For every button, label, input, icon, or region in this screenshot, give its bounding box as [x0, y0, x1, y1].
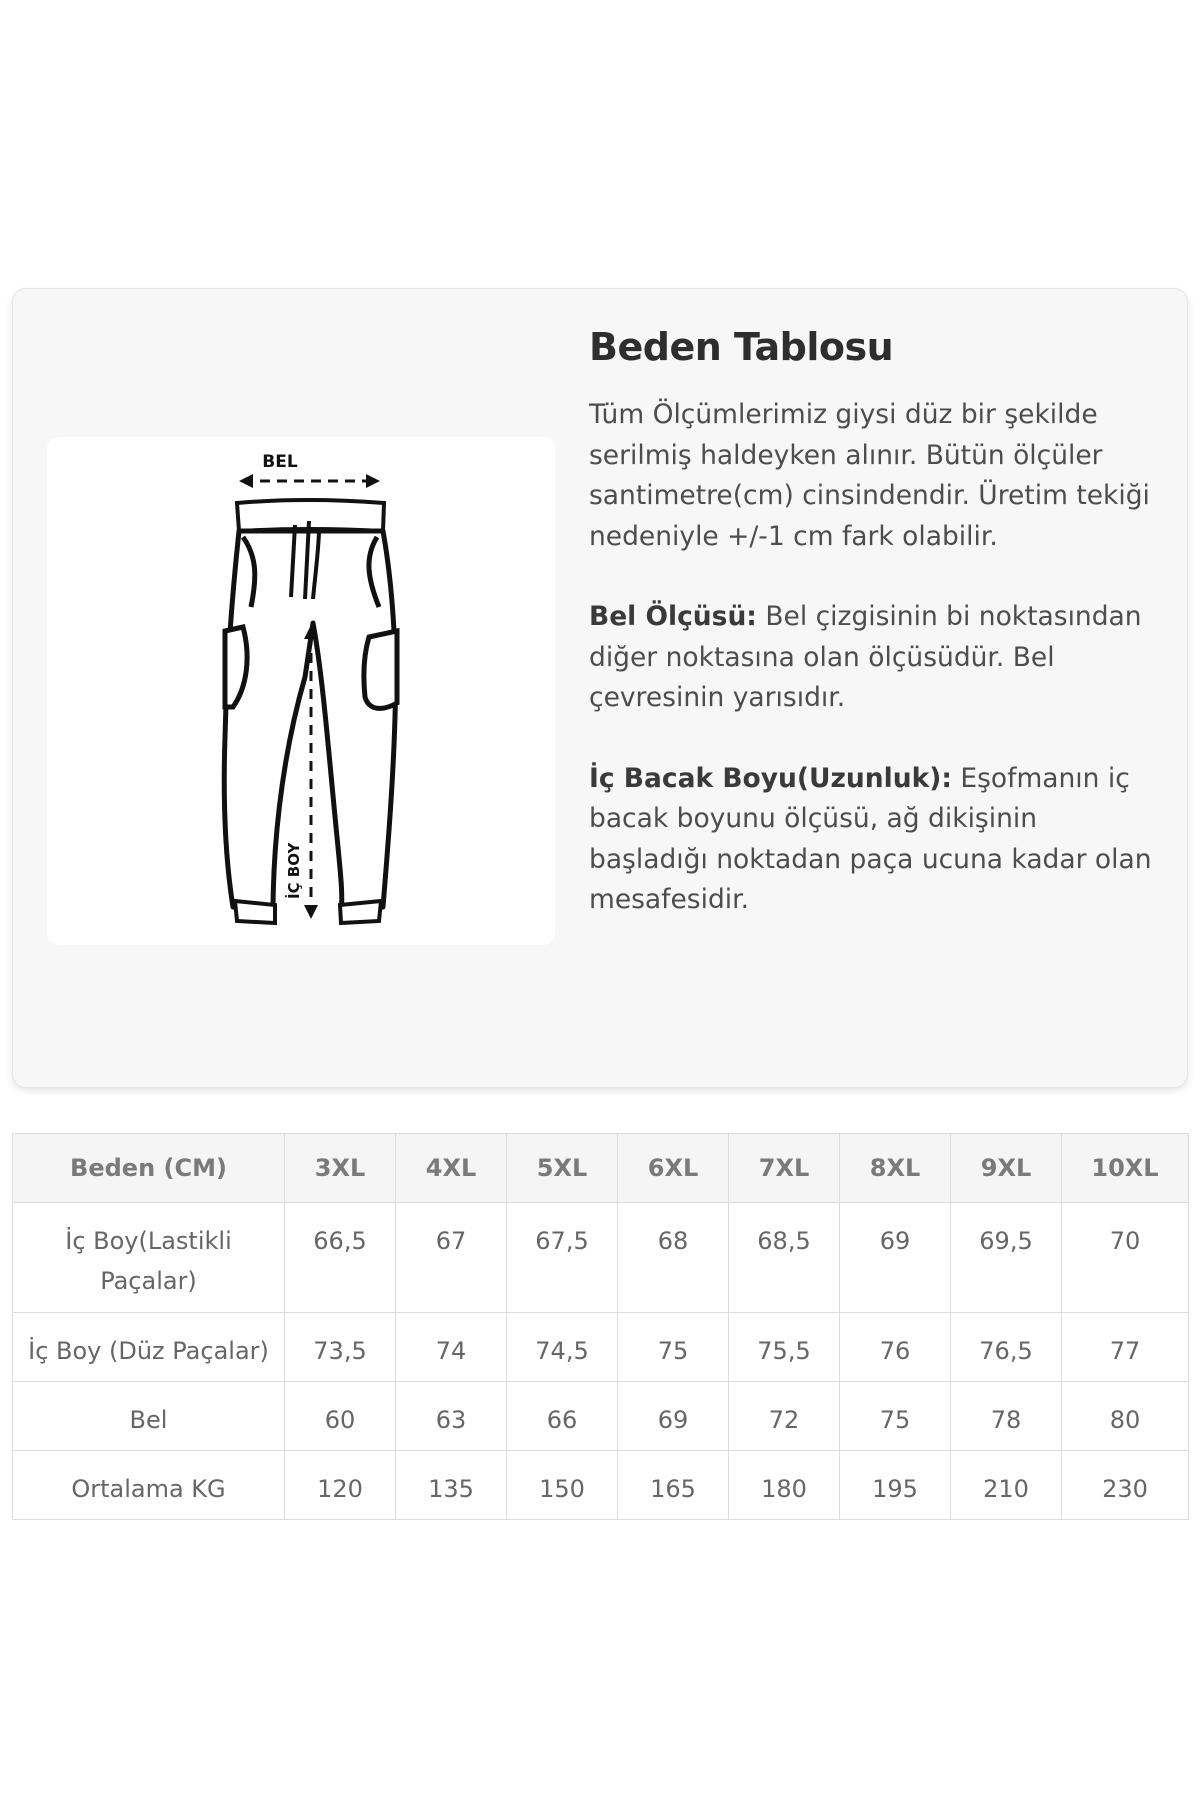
inseam-description: Eşofmanın iç bacak boyunu ölçüsü, ağ dikişinin başladığı noktadan paça ucuna kadar olan mesafesidir. [589, 762, 1152, 915]
table-cell: 120 [285, 1451, 396, 1520]
table-cell: 230 [1062, 1451, 1189, 1520]
row-label: İç Boy (Düz Paçalar) [13, 1313, 285, 1382]
table-cell: 67,5 [507, 1203, 618, 1313]
waist-paragraph [589, 597, 1159, 719]
intro-paragraph: Tüm Ölçümlerimiz giysi düz bir şekilde serilmiş haldeyken alınır. Bütün ölçüler santimetre(cm) cinsindendir. Üretim tekiği nedeniyle +/-1 cm fark olabilir. [589, 399, 1150, 552]
table-cell: 69 [840, 1203, 951, 1313]
waist-label: BEL [262, 452, 298, 472]
table-cell: 63 [396, 1382, 507, 1451]
table-cell: 69,5 [951, 1203, 1062, 1313]
table-cell: 75 [840, 1382, 951, 1451]
row-label: İç Boy(Lastikli Paçalar) [13, 1203, 285, 1313]
table-cell: 73,5 [285, 1313, 396, 1382]
table-cell: 76 [840, 1313, 951, 1382]
column-header: 8XL [840, 1134, 951, 1203]
pants-illustration [47, 437, 555, 945]
description-column [589, 325, 1159, 921]
table-cell: 77 [1062, 1313, 1189, 1382]
table-cell: 68,5 [729, 1203, 840, 1313]
column-header: Beden (CM) [13, 1134, 285, 1203]
table-cell: 74,5 [507, 1313, 618, 1382]
table-cell: 66 [507, 1382, 618, 1451]
size-table [12, 1133, 1189, 1520]
table-cell: 80 [1062, 1382, 1189, 1451]
right-cargo-pocket [364, 631, 397, 708]
cargo-pants-icon [47, 437, 555, 945]
row-label: Ortalama KG [13, 1451, 285, 1520]
left-cuff [235, 901, 275, 923]
table-cell: 70 [1062, 1203, 1189, 1313]
table-cell: 76,5 [951, 1313, 1062, 1382]
column-header: 6XL [618, 1134, 729, 1203]
waist-arrow [239, 474, 380, 488]
inseam-term: İç Bacak Boyu(Uzunluk): [589, 762, 952, 794]
page-title: Beden Tablosu [589, 325, 894, 369]
table-cell: 60 [285, 1382, 396, 1451]
column-header: 9XL [951, 1134, 1062, 1203]
table-row [13, 1382, 1189, 1451]
column-header: 7XL [729, 1134, 840, 1203]
table-cell: 74 [396, 1313, 507, 1382]
table-cell: 75,5 [729, 1313, 840, 1382]
table-cell: 78 [951, 1382, 1062, 1451]
table-cell: 195 [840, 1451, 951, 1520]
waist-term: Bel Ölçüsü: [589, 601, 757, 632]
table-cell: 72 [729, 1382, 840, 1451]
column-header: 3XL [285, 1134, 396, 1203]
inseam-label: İÇ BOY [285, 842, 303, 899]
table-row [13, 1203, 1189, 1313]
table-cell: 210 [951, 1451, 1062, 1520]
size-guide-card [12, 288, 1188, 1088]
right-cuff [340, 901, 381, 923]
table-cell: 66,5 [285, 1203, 396, 1313]
table-cell: 75 [618, 1313, 729, 1382]
table-row [13, 1451, 1189, 1520]
table-cell: 165 [618, 1451, 729, 1520]
table-cell: 67 [396, 1203, 507, 1313]
table-cell: 150 [507, 1451, 618, 1520]
table-cell: 180 [729, 1451, 840, 1520]
table-cell: 68 [618, 1203, 729, 1313]
inseam-paragraph [589, 759, 1159, 921]
waist-description: Bel çizgisinin bi noktasından diğer noktasına olan ölçüsüdür. Bel çevresinin yarısıdır. [589, 601, 1142, 713]
table-cell: 135 [396, 1451, 507, 1520]
column-header: 10XL [1062, 1134, 1189, 1203]
column-header: 4XL [396, 1134, 507, 1203]
row-label: Bel [13, 1382, 285, 1451]
table-cell: 69 [618, 1382, 729, 1451]
table-row [13, 1313, 1189, 1382]
column-header: 5XL [507, 1134, 618, 1203]
table-header-row [13, 1134, 1189, 1203]
